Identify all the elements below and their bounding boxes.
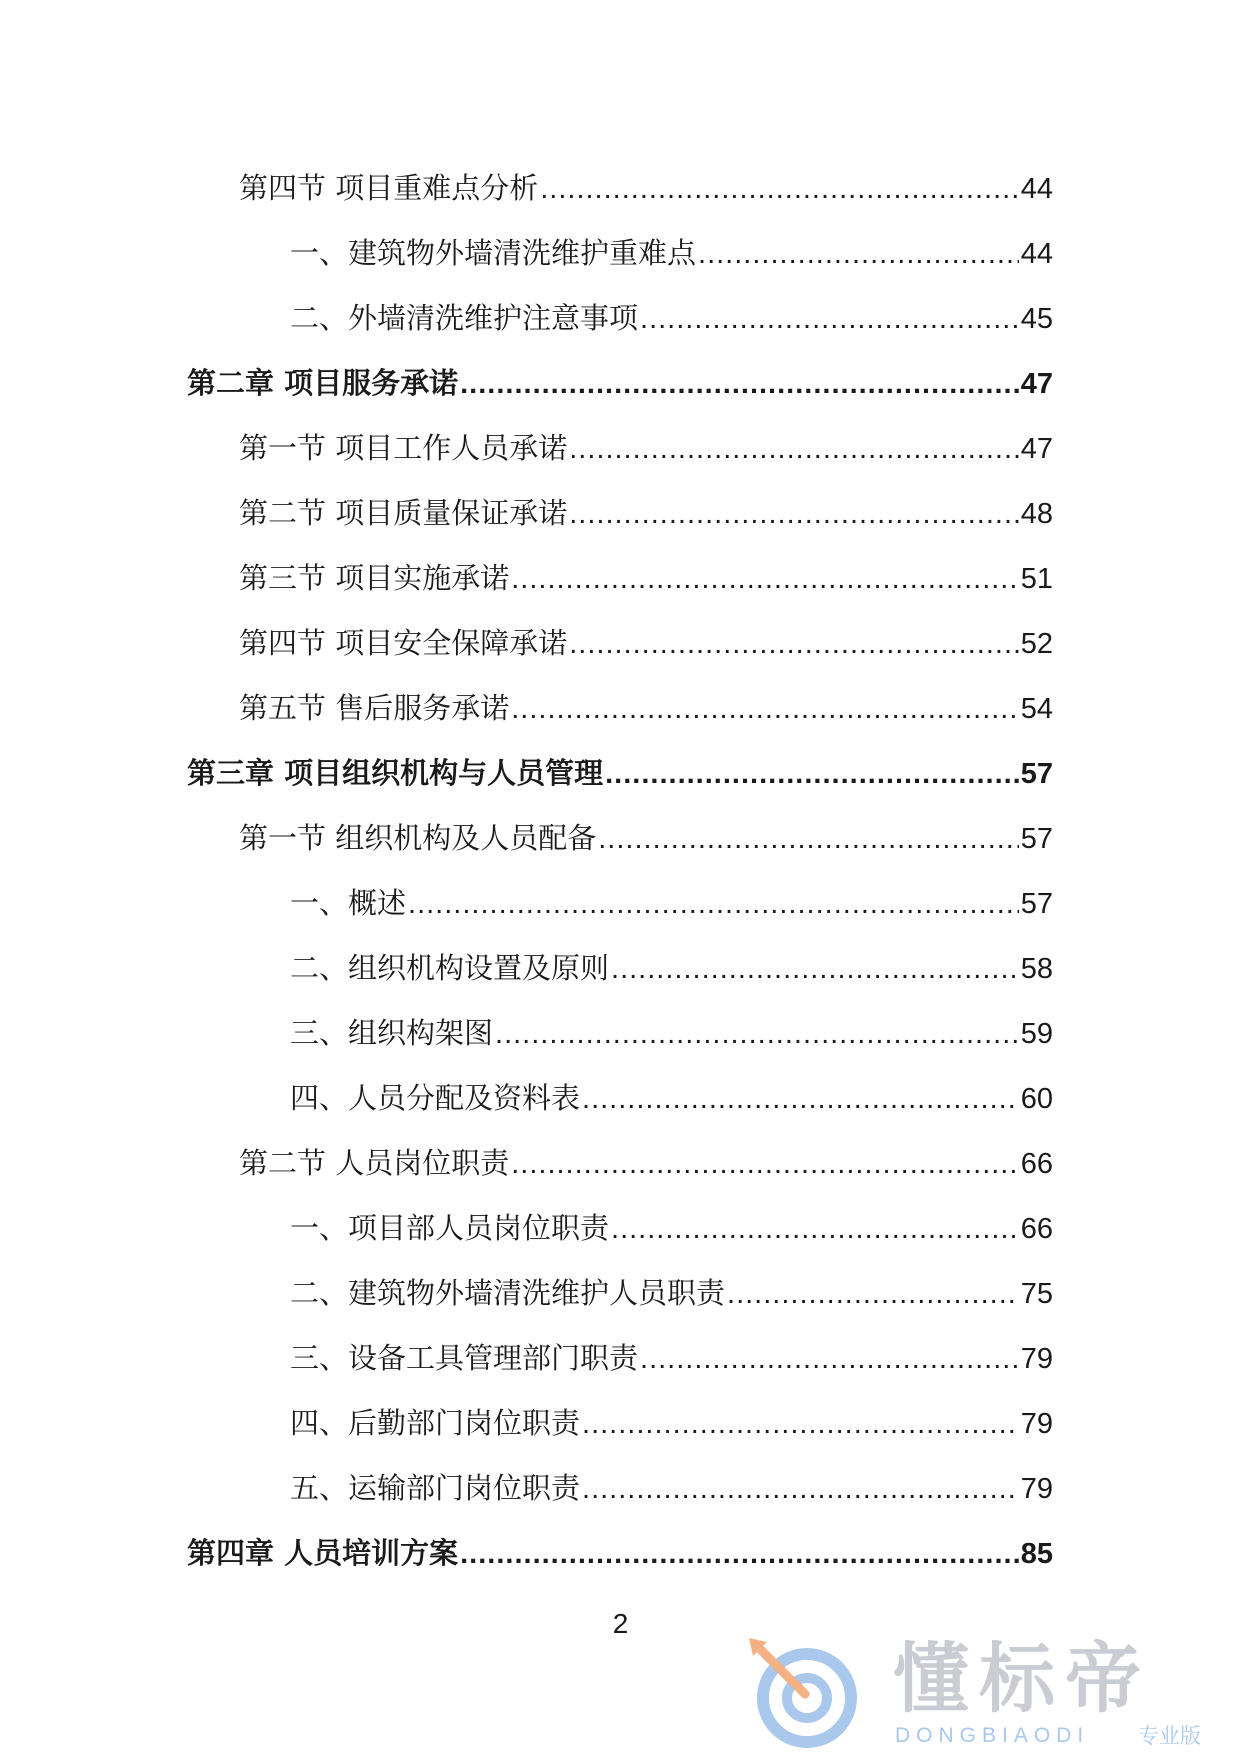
- toc-dot-leader: [511, 559, 1019, 599]
- toc-entry-page: 57: [1020, 823, 1053, 855]
- toc-entry[interactable]: [290, 298, 1053, 338]
- toc-entry-page: 66: [1020, 1213, 1053, 1245]
- toc-entry-title: 第四章 人员培训方案: [187, 1536, 459, 1570]
- toc-entry-title: 第三节 项目实施承诺: [239, 561, 510, 595]
- toc-dot-leader: [495, 1014, 1019, 1054]
- toc-entry-page: 60: [1020, 1083, 1053, 1115]
- target-logo-icon: [745, 1636, 865, 1751]
- toc-entry[interactable]: [239, 623, 1053, 663]
- toc-entry-title: 第二章 项目服务承诺: [187, 366, 459, 400]
- toc-entry-page: 79: [1020, 1408, 1053, 1440]
- toc-entry-title: 第二节 人员岗位职责: [239, 1146, 510, 1180]
- toc-entry-title: 第五节 售后服务承诺: [239, 691, 510, 725]
- watermark: [745, 1636, 1235, 1751]
- toc-entry-title: 二、建筑物外墙清洗维护人员职责: [290, 1276, 726, 1310]
- toc-entry-title: 四、后勤部门岗位职责: [290, 1406, 581, 1440]
- toc-dot-leader: [569, 494, 1019, 534]
- toc-entry-page: 66: [1020, 1148, 1053, 1180]
- toc-entry-page: 57: [1020, 758, 1053, 790]
- toc-entry-page: 57: [1020, 888, 1053, 920]
- toc-entry[interactable]: [290, 1013, 1053, 1053]
- toc-entry-title: 第四节 项目重难点分析: [239, 171, 539, 205]
- toc-dot-leader: [640, 299, 1019, 339]
- toc-entry[interactable]: [290, 1338, 1053, 1378]
- toc-entry[interactable]: [290, 1403, 1053, 1443]
- toc-entry[interactable]: [290, 233, 1053, 273]
- toc-entry-page: 48: [1020, 498, 1053, 530]
- toc-dot-leader: [540, 169, 1019, 209]
- toc-entry-page: 79: [1020, 1343, 1053, 1375]
- toc-entry[interactable]: [290, 1078, 1053, 1118]
- toc-entry-page: 75: [1020, 1278, 1053, 1310]
- toc-entry-page: 54: [1020, 693, 1053, 725]
- toc-dot-leader: [511, 1144, 1019, 1184]
- toc-entry-page: 79: [1020, 1473, 1053, 1505]
- toc-dot-leader: [582, 1079, 1019, 1119]
- toc-chapter-entry[interactable]: [187, 753, 1053, 793]
- toc-entry-title: 第二节 项目质量保证承诺: [239, 496, 568, 530]
- toc-entry-title: 三、组织构架图: [290, 1016, 494, 1050]
- toc-dot-leader: [727, 1274, 1019, 1314]
- toc-entry-title: 一、建筑物外墙清洗维护重难点: [290, 236, 697, 270]
- toc-entry-title: 二、组织机构设置及原则: [290, 951, 610, 985]
- toc-dot-leader: [408, 884, 1019, 924]
- toc-dot-leader: [598, 819, 1019, 859]
- toc-entry[interactable]: [290, 883, 1053, 923]
- toc-entry[interactable]: [290, 948, 1053, 988]
- toc-entry-page: 59: [1020, 1018, 1053, 1050]
- toc-dot-leader: [460, 364, 1019, 404]
- toc-entry[interactable]: [239, 558, 1053, 598]
- toc-entry-title: 第三章 项目组织机构与人员管理: [187, 756, 604, 790]
- toc-entry[interactable]: [290, 1468, 1053, 1508]
- toc-dot-leader: [640, 1339, 1019, 1379]
- toc-dot-leader: [605, 754, 1019, 794]
- watermark-edition: 专业版: [1138, 1724, 1201, 1748]
- toc-entry[interactable]: [239, 818, 1053, 858]
- toc-entry[interactable]: [239, 688, 1053, 728]
- toc-dot-leader: [569, 429, 1019, 469]
- toc-entry[interactable]: [290, 1208, 1053, 1248]
- toc-entry[interactable]: [290, 1273, 1053, 1313]
- toc-chapter-entry[interactable]: [187, 363, 1053, 403]
- toc-dot-leader: [611, 949, 1019, 989]
- toc-dot-leader: [582, 1404, 1019, 1444]
- toc-entry-page: 44: [1020, 173, 1053, 205]
- toc-dot-leader: [460, 1534, 1019, 1574]
- toc-entry-title: 二、外墙清洗维护注意事项: [290, 301, 639, 335]
- toc-dot-leader: [582, 1469, 1019, 1509]
- toc-dot-leader: [511, 689, 1019, 729]
- toc-entry[interactable]: [239, 1143, 1053, 1183]
- toc-dot-leader: [698, 234, 1019, 274]
- toc-entry[interactable]: [239, 428, 1053, 468]
- toc-entry-page: 51: [1020, 563, 1053, 595]
- toc-entry-title: 第一节 项目工作人员承诺: [239, 431, 568, 465]
- toc-entry-title: 三、设备工具管理部门职责: [290, 1341, 639, 1375]
- toc-entry[interactable]: [239, 493, 1053, 533]
- toc-entry-title: 五、运输部门岗位职责: [290, 1471, 581, 1505]
- toc-entry-title: 第四节 项目安全保障承诺: [239, 626, 568, 660]
- toc-entry-page: 47: [1020, 368, 1053, 400]
- toc-entry[interactable]: [239, 168, 1053, 208]
- toc-entry-page: 58: [1020, 953, 1053, 985]
- toc-dot-leader: [569, 624, 1019, 664]
- toc-chapter-entry[interactable]: [187, 1533, 1053, 1573]
- toc-entry-page: 85: [1020, 1538, 1053, 1570]
- toc-entry-page: 45: [1020, 303, 1053, 335]
- toc-dot-leader: [611, 1209, 1019, 1249]
- toc-entry-title: 一、概述: [290, 886, 407, 920]
- toc-entry-page: 44: [1020, 238, 1053, 270]
- watermark-brand: 懂标帝: [893, 1634, 1151, 1723]
- page-number: 2: [612, 1608, 629, 1639]
- toc-entry-page: 52: [1020, 628, 1053, 660]
- toc-entry-title: 第一节 组织机构及人员配备: [239, 821, 597, 855]
- toc-entry-title: 四、人员分配及资料表: [290, 1081, 581, 1115]
- watermark-pinyin: DONGBIAODI: [895, 1724, 1090, 1747]
- toc-entry-page: 47: [1020, 433, 1053, 465]
- toc-entry-title: 一、项目部人员岗位职责: [290, 1211, 610, 1245]
